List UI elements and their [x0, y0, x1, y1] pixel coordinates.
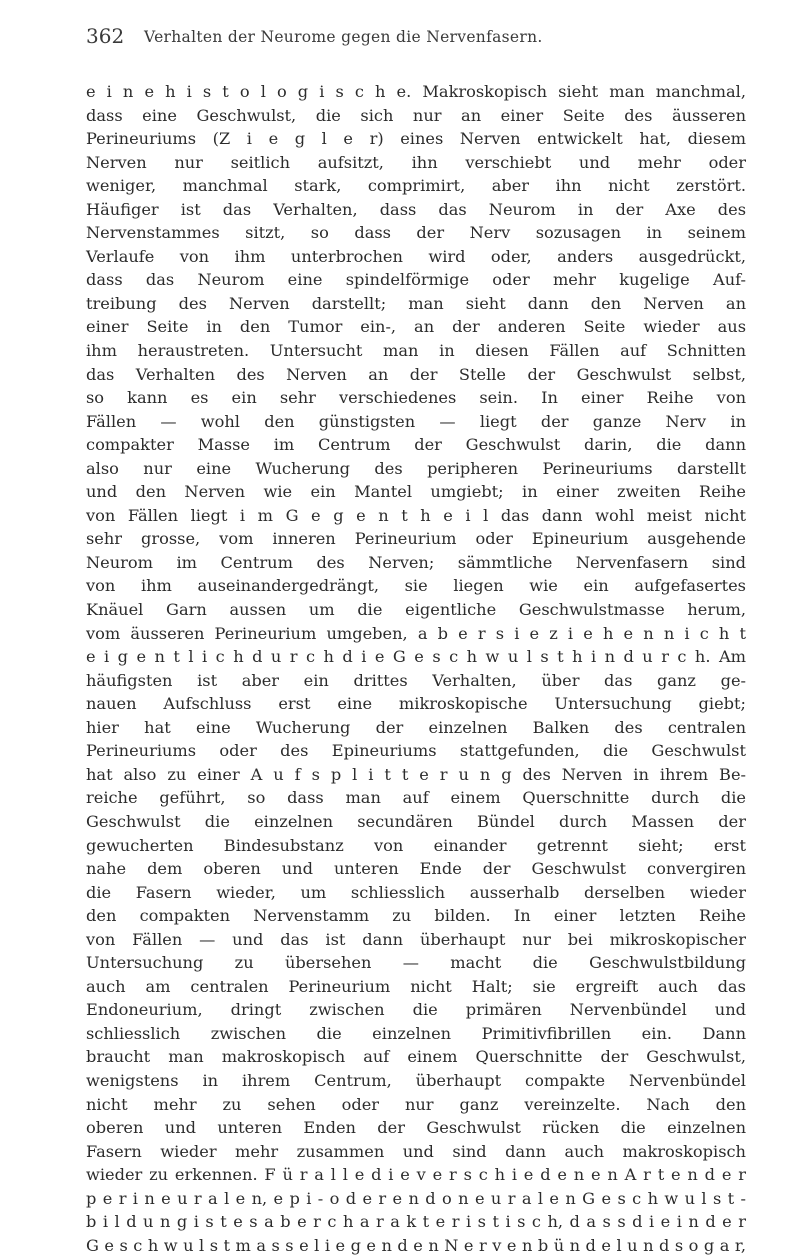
- text-line: Endoneurium, dringt zwischen die primären Nervenbündel und: [86, 1000, 746, 1020]
- text-line: auch am centralen Perineurium nicht Halt; sie ergreift auch das: [86, 976, 746, 996]
- text-line: also nur eine Wucherung des peripheren Perineuriums darstellt: [86, 458, 746, 478]
- text-line: Perineuriums (Z i e g l e r) eines Nerven entwickelt hat, diesem: [86, 129, 746, 149]
- text-line: häufigsten ist aber ein drittes Verhalten, über das ganz ge-: [86, 670, 746, 690]
- text-line: dass das Neurom eine spindelförmige oder mehr kugelige Auf-: [86, 270, 746, 290]
- page-header: [86, 22, 746, 52]
- text-line: Verlaufe von ihm unterbrochen wird oder, anders ausgedrückt,: [86, 246, 746, 266]
- text-line: hier hat eine Wucherung der einzelnen Balken des centralen: [86, 717, 746, 737]
- text-line: und den Nerven wie ein Mantel umgiebt; in einer zweiten Reihe: [86, 482, 746, 502]
- text-line: weniger, manchmal stark, comprimirt, aber ihn nicht zerstört.: [86, 176, 746, 196]
- text-line: hat also zu einer A u f s p l i t t e r u n g des Nerven in ihrem Be-: [86, 764, 746, 784]
- text-line: die Fasern wieder, um schliesslich ausserhalb derselben wieder: [86, 882, 746, 902]
- text-line: wenigstens in ihrem Centrum, überhaupt compakte Nervenbündel: [86, 1070, 746, 1090]
- text-line: nicht mehr zu sehen oder nur ganz vereinzelte. Nach den: [86, 1094, 746, 1114]
- text-line: Knäuel Garn aussen um die eigentliche Geschwulstmasse herum,: [86, 600, 746, 620]
- text-line: vom äusseren Perineurium umgeben, a b e r s i e z i e h e n n i c h t: [86, 623, 746, 643]
- text-line: Fasern wieder mehr zusammen und sind dann auch makroskopisch: [86, 1141, 746, 1161]
- text-line: compakter Masse im Centrum der Geschwulst darin, die dann: [86, 435, 746, 455]
- text-line: treibung des Nerven darstellt; man sieht dann den Nerven an: [86, 293, 746, 313]
- text-line: b i l d u n g i s t e s a b e r c h a r a k t e r i s t i s c h, d a s s d i e i n d e r: [86, 1212, 746, 1232]
- text-line: Neurom im Centrum des Nerven; sämmtliche Nervenfasern sind: [86, 552, 746, 572]
- text-line: oberen und unteren Enden der Geschwulst rücken die einzelnen: [86, 1118, 746, 1138]
- text-line: von Fällen — und das ist dann überhaupt nur bei mikroskopischer: [86, 929, 746, 949]
- text-line: nahe dem oberen und unteren Ende der Geschwulst convergiren: [86, 859, 746, 879]
- text-line: Untersuchung zu übersehen — macht die Geschwulstbildung: [86, 953, 746, 973]
- text-line: schliesslich zwischen die einzelnen Primitivfibrillen ein. Dann: [86, 1023, 746, 1043]
- text-line: dass eine Geschwulst, die sich nur an einer Seite des äusseren: [86, 105, 746, 125]
- text-line: von ihm auseinandergedrängt, sie liegen wie ein aufgefasertes: [86, 576, 746, 596]
- text-line: einer Seite in den Tumor ein-, an der anderen Seite wieder aus: [86, 317, 746, 337]
- text-line: Perineuriums oder des Epineuriums stattgefunden, die Geschwulst: [86, 741, 746, 761]
- text-line: ihm heraustreten. Untersucht man in diesen Fällen auf Schnitten: [86, 341, 746, 361]
- text-line: reiche geführt, so dass man auf einem Querschnitte durch die: [86, 788, 746, 808]
- running-title: Verhalten der Neurome gegen die Nervenfasern.: [144, 28, 543, 46]
- text-line: gewucherten Bindesubstanz von einander getrennt sieht; erst: [86, 835, 746, 855]
- text-line: das Verhalten des Nerven an der Stelle der Geschwulst selbst,: [86, 364, 746, 384]
- text-line: den compakten Nervenstamm zu bilden. In einer letzten Reihe: [86, 906, 746, 926]
- text-line: e i g e n t l i c h d u r c h d i e G e s c h w u l s t h i n d u r c h. Am: [86, 647, 746, 667]
- text-line: p e r i n e u r a l e n, e p i - o d e r e n d o n e u r a l e n G e s c h w u l s t -: [86, 1188, 746, 1208]
- text-line: e i n e h i s t o l o g i s c h e. Makroskopisch sieht man manchmal,: [86, 82, 746, 101]
- text-line: Häufiger ist das Verhalten, dass das Neurom in der Axe des: [86, 199, 746, 219]
- text-line: braucht man makroskopisch auf einem Querschnitte der Geschwulst,: [86, 1047, 746, 1067]
- text-line: G e s c h w u l s t m a s s e l i e g e n d e n N e r v e n b ü n d e l u n d s o g a r,: [86, 1235, 746, 1255]
- text-line: nauen Aufschluss erst eine mikroskopische Untersuchung giebt;: [86, 694, 746, 714]
- page-number: 362: [86, 24, 125, 48]
- text-line: Fällen — wohl den günstigsten — liegt der ganze Nerv in: [86, 411, 746, 431]
- text-line: Nerven nur seitlich aufsitzt, ihn verschiebt und mehr oder: [86, 152, 746, 172]
- text-line: sehr grosse, vom inneren Perineurium oder Epineurium ausgehende: [86, 529, 746, 549]
- text-line: Nervenstammes sitzt, so dass der Nerv sozusagen in seinem: [86, 223, 746, 243]
- text-line: Geschwulst die einzelnen secundären Bündel durch Massen der: [86, 811, 746, 831]
- text-line: so kann es ein sehr verschiedenes sein. In einer Reihe von: [86, 388, 746, 408]
- text-line: wieder zu erkennen. F ü r a l l e d i e v e r s c h i e d e n e n A r t e n d e r: [86, 1165, 746, 1185]
- text-line: von Fällen liegt i m G e g e n t h e i l das dann wohl meist nicht: [86, 505, 746, 525]
- body-text: [86, 80, 746, 1257]
